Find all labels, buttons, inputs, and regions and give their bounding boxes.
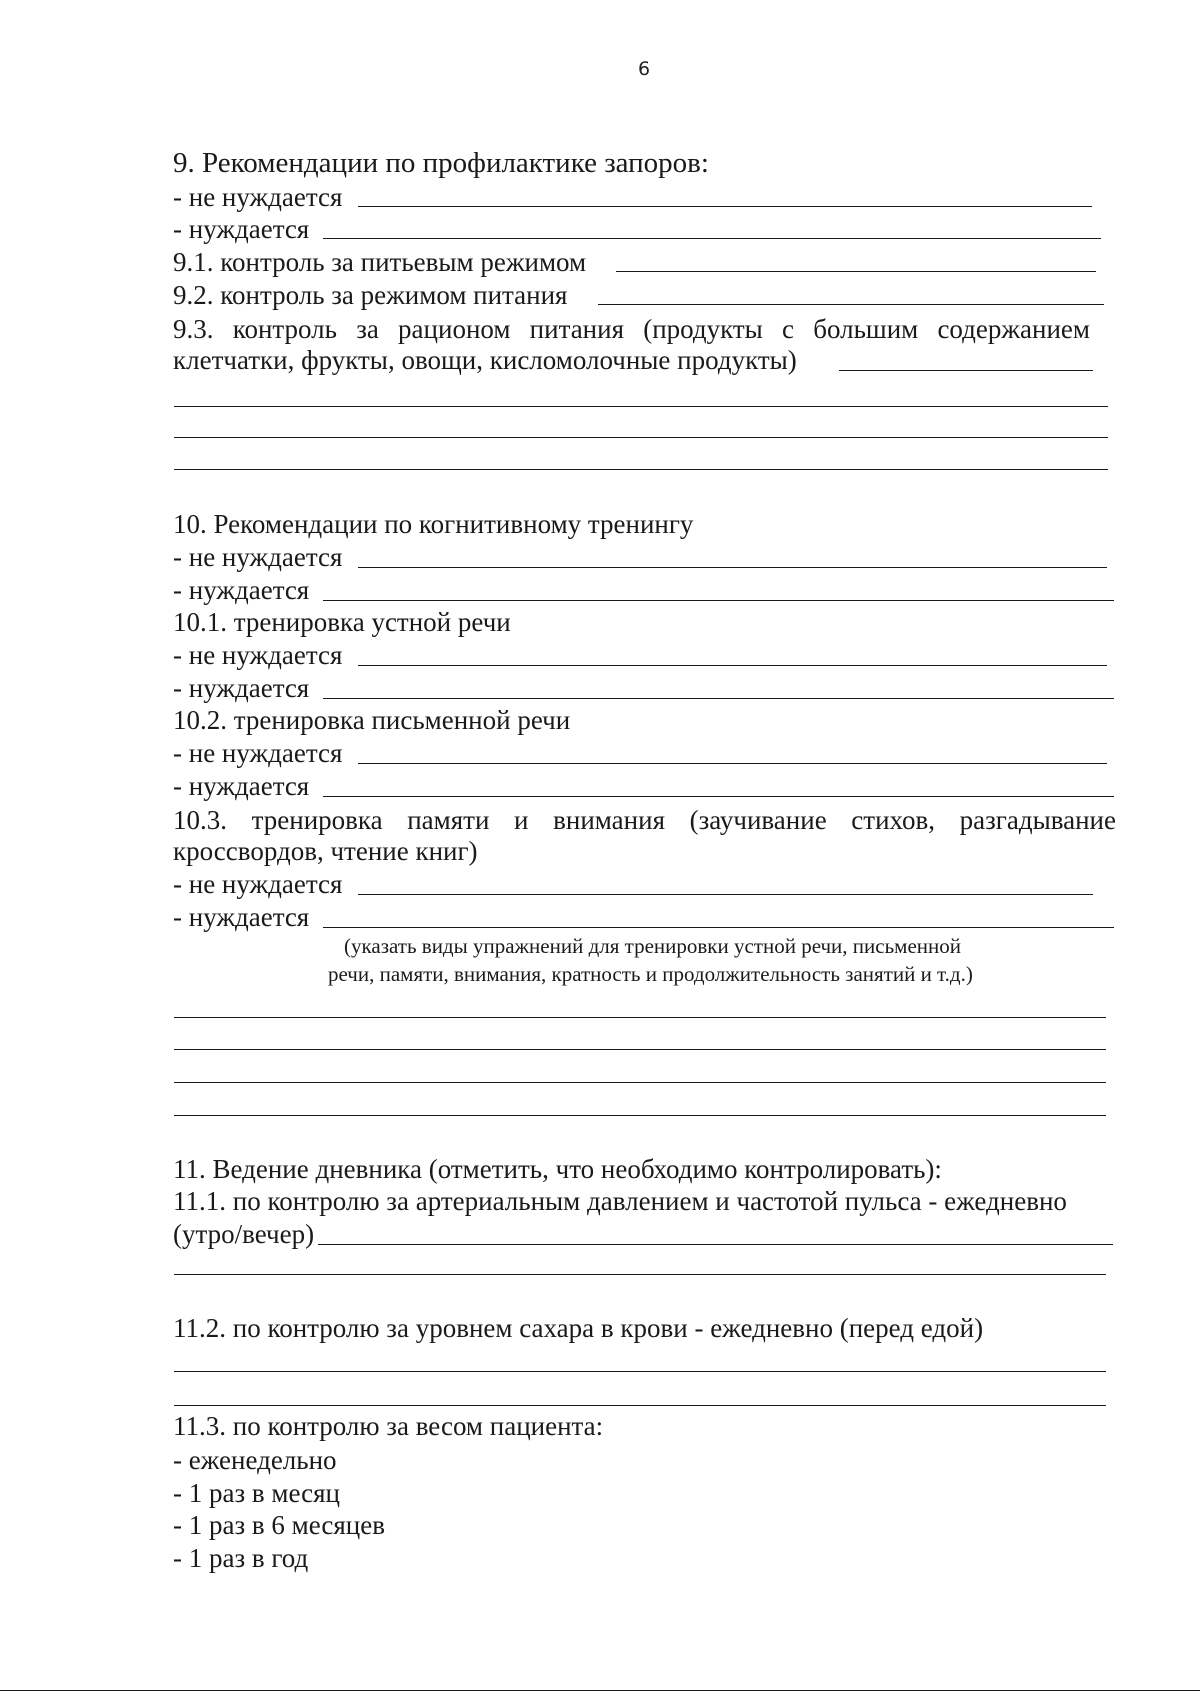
s10-ne-nuzhdaetsya-label: - не нуждается [173,542,343,572]
s10-item-3-ne-label: - не нуждается [173,869,343,899]
s9-item-2-label: 9.2. контроль за режимом питания [173,280,568,310]
s9-item-2-field[interactable] [598,304,1104,305]
s9-notes-line-1[interactable] [174,406,1108,407]
s11-item-1-field[interactable] [318,1244,1113,1245]
s10-item-2-da-label: - нуждается [173,771,310,801]
section-9-title: 9. Рекомендации по профилактике запоров: [173,147,709,179]
s10-item-2-title: 10.2. тренировка письменной речи [173,705,571,735]
s11-option-yearly: - 1 раз в год [173,1543,309,1573]
page-bottom-edge [0,1690,1200,1691]
s10-notes-line-1[interactable] [174,1017,1106,1018]
s10-item-2-ne-label: - не нуждается [173,738,343,768]
s9-item-3-line2: клетчатки, фрукты, овощи, кисломолочные продукты) [173,345,797,375]
section-10-title: 10. Рекомендации по когнитивному тренингу [173,509,694,539]
page-number: 6 [638,58,651,80]
s11-option-monthly: - 1 раз в месяц [173,1478,340,1508]
s9-item-1-field[interactable] [616,271,1096,272]
s10-notes-line-2[interactable] [174,1049,1106,1050]
s10-ne-nuzhdaetsya-field[interactable] [358,567,1107,568]
s10-item-3-line1: 10.3. тренировка памяти и внимания (заучивание стихов, разгадывание [173,805,1116,835]
s9-item-3-field[interactable] [839,370,1093,371]
s11-item-1-line1: 11.1. по контролю за артериальным давлением и частотой пульса - ежедневно [173,1186,1067,1216]
s9-item-1-label: 9.1. контроль за питьевым режимом [173,247,587,277]
s10-item-1-ne-field[interactable] [358,665,1107,666]
s10-item-3-da-field[interactable] [323,927,1114,928]
s9-notes-line-3[interactable] [174,469,1108,470]
s10-item-1-da-label: - нуждается [173,673,310,703]
s9-notes-line-2[interactable] [174,437,1108,438]
s11-item-1-line2: (утро/вечер) [173,1219,315,1249]
s10-item-1-ne-label: - не нуждается [173,640,343,670]
s10-nuzhdaetsya-label: - нуждается [173,575,310,605]
s9-nuzhdaetsya-field[interactable] [323,238,1101,239]
s10-notes-line-4[interactable] [174,1115,1106,1116]
s10-hint-line1: (указать виды упражнений для тренировки устной речи, письменной [344,934,961,958]
section-11-title: 11. Ведение дневника (отметить, что необходимо контролировать): [173,1154,942,1184]
s10-hint-line2: речи, памяти, внимания, кратность и продолжительность занятий и т.д.) [328,962,973,986]
s11-item-2-notes-line-1[interactable] [174,1371,1106,1372]
s9-ne-nuzhdaetsya-label: - не нуждается [173,182,343,212]
s11-option-weekly: - еженедельно [173,1445,337,1475]
s10-item-2-ne-field[interactable] [358,763,1107,764]
s11-item-3-label: 11.3. по контролю за весом пациента: [173,1411,604,1441]
s10-item-1-da-field[interactable] [323,698,1114,699]
s10-nuzhdaetsya-field[interactable] [323,600,1114,601]
s10-item-2-da-field[interactable] [323,796,1114,797]
s11-item-2-label: 11.2. по контролю за уровнем сахара в крови - ежедневно (перед едой) [173,1313,984,1343]
s10-item-1-title: 10.1. тренировка устной речи [173,607,511,637]
s11-option-6-months: - 1 раз в 6 месяцев [173,1510,385,1540]
s9-ne-nuzhdaetsya-field[interactable] [358,206,1092,207]
s11-item-2-notes-line-2[interactable] [174,1405,1106,1406]
s11-item-1-notes-line[interactable] [174,1274,1106,1275]
s9-item-3-line1: 9.3. контроль за рационом питания (продукты с большим содержанием [173,314,1090,344]
s10-item-3-line2: кроссвордов, чтение книг) [173,836,478,866]
s10-notes-line-3[interactable] [174,1082,1106,1083]
s10-item-3-ne-field[interactable] [358,894,1093,895]
s9-nuzhdaetsya-label: - нуждается [173,214,310,244]
s10-item-3-da-label: - нуждается [173,902,310,932]
